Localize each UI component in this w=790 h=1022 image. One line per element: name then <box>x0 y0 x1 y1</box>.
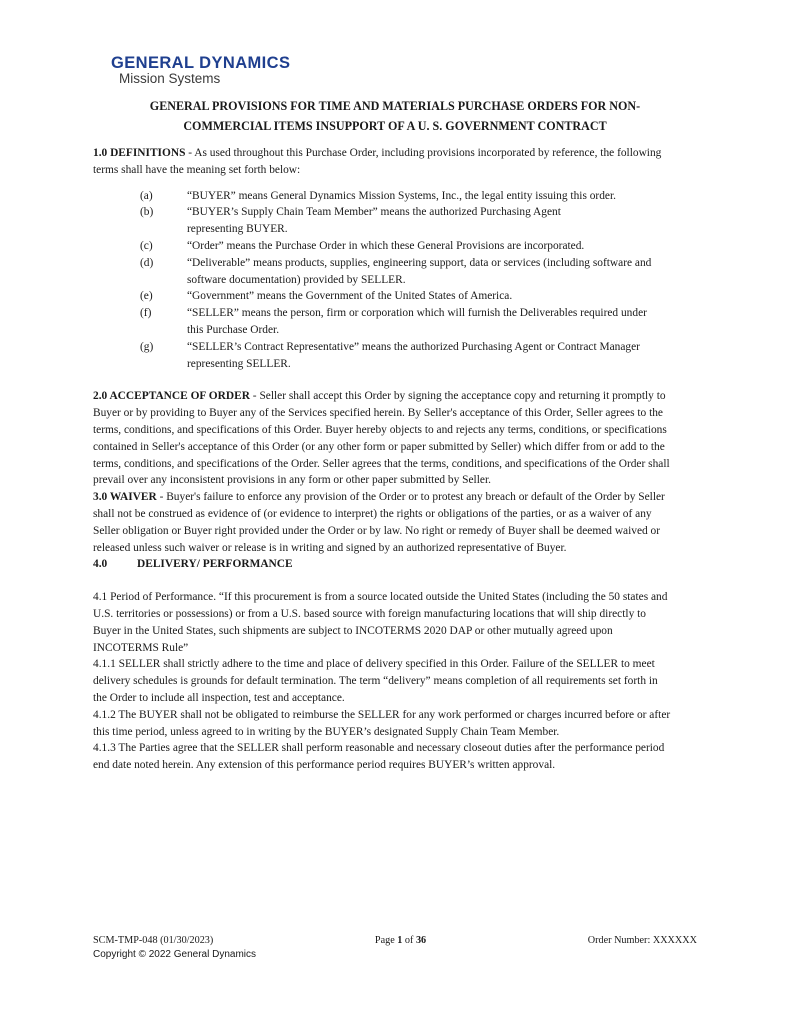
definition-text: “SELLER” means the person, firm or corporation which will furnish the Deliverables required under this Purchase Order. <box>187 307 647 336</box>
title-line-1: GENERAL PROVISIONS FOR TIME AND MATERIALS PURCHASE ORDERS FOR NON- <box>149 99 641 113</box>
footer-page-number <box>375 934 426 948</box>
definition-text: “BUYER” means General Dynamics Mission Systems, Inc., the legal entity issuing this order. <box>187 189 616 202</box>
paragraph-4-1: 4.1 Period of Performance. “If this procurement is from a source located outside the United States (including the 50 states and U.S. territories or possessions) or from a U.S. based source with foreign manufacturing locations that will ship directly to Buyer in the United States, such shipments are subject to INCOTERMS 2020 DAP or other mutually agreed upon INCOTERMS Rule” <box>93 591 668 654</box>
definition-letter: (a) <box>140 189 153 202</box>
copyright-notice: Copyright © 2022 General Dynamics <box>93 949 256 960</box>
footer-order-number <box>588 934 697 948</box>
definitions-section <box>93 145 673 179</box>
page-of: of <box>402 935 416 946</box>
definition-item <box>93 288 673 305</box>
footer-row <box>93 934 697 948</box>
document-body <box>93 145 673 774</box>
footer-doc-id: SCM-TMP-048 (01/30/2023) <box>93 935 214 946</box>
definitions-heading: 1.0 DEFINITIONS <box>93 147 186 159</box>
definitions-intro: - As used throughout this Purchase Order, including provisions incorporated by reference, the following terms shall have the meaning set forth below: <box>93 147 662 176</box>
page-footer <box>93 934 697 962</box>
page-total: 36 <box>415 935 427 946</box>
definition-text: “BUYER’s Supply Chain Team Member” means the authorized Purchasing Agent representing BUYER. <box>187 206 561 236</box>
company-logo <box>111 55 290 86</box>
logo-division: Mission Systems <box>119 71 221 86</box>
definition-text: “SELLER’s Contract Representative” means the authorized Purchasing Agent or Contract Manager representing SELLER. <box>187 340 640 370</box>
paragraph-4-1-3: 4.1.3 The Parties agree that the SELLER shall perform reasonable and necessary closeout duties after the performance period end date noted herein. Any extension of this performance period requires BUYER’s written approval. <box>93 742 665 772</box>
definition-letter: (g) <box>140 340 154 353</box>
logo-name: GENERAL DYNAMICS <box>111 54 291 72</box>
definition-item <box>93 255 673 289</box>
definition-letter: (c) <box>140 239 153 252</box>
title-line-2: COMMERCIAL ITEMS INSUPPORT OF A U. S. GOVERNMENT CONTRACT <box>183 119 607 133</box>
delivery-section-number: 4.0 <box>93 558 108 571</box>
definition-letter: (b) <box>140 206 154 219</box>
definition-text: “Deliverable” means products, supplies, engineering support, data or services (including software and software documentation) provided by SELLER. <box>187 256 652 286</box>
definition-item <box>93 305 673 339</box>
page-prefix: Page <box>374 935 398 946</box>
definition-letter: (d) <box>140 256 154 269</box>
document-title <box>93 96 697 136</box>
paragraph-4-1-2: 4.1.2 The BUYER shall not be obligated to reimburse the SELLER for any work performed or charges incurred before or after this time period, unless agreed to in writing by the BUYER’s designated Supply Chain Team Member. <box>93 708 671 738</box>
acceptance-heading: 2.0 ACCEPTANCE OF ORDER <box>93 390 250 403</box>
definition-text: “Order” means the Purchase Order in which these General Provisions are incorporated. <box>187 239 585 252</box>
definition-item <box>93 204 673 238</box>
definition-item <box>93 188 673 205</box>
order-number-label: Order Number: <box>587 935 653 946</box>
acceptance-section <box>93 388 673 489</box>
paragraph-4-1-1: 4.1.1 SELLER shall strictly adhere to the time and place of delivery specified in this Order. Failure of the SELLER to meet delivery schedules is grounds for default termination. The term “delivery” means completion of all requirements set forth in the Order to include all inspection, test and acceptance. <box>93 658 658 704</box>
waiver-text: - Buyer's failure to enforce any provision of the Order or to protest any breach or default of the Order by Seller shall not be construed as evidence of (or evidence to interpret) the rights or obligations of the parties, or as a waiver of any Seller obligation or Buyer right provided under the Order or by law. No right or remedy of Buyer shall be deemed waived or released unless such waiver or release is in writing and signed by an authorized representative of Buyer. <box>93 491 665 554</box>
page-current: 1 <box>397 935 403 946</box>
delivery-section-title: DELIVERY/ PERFORMANCE <box>137 558 293 571</box>
delivery-heading <box>93 556 673 573</box>
definition-letter: (f) <box>140 307 152 320</box>
definition-item <box>93 238 673 255</box>
order-number-value: XXXXXX <box>652 935 697 946</box>
definitions-list <box>93 188 673 373</box>
waiver-section <box>93 489 673 556</box>
definition-text: “Government” means the Government of the United States of America. <box>187 290 513 303</box>
acceptance-text: - Seller shall accept this Order by signing the acceptance copy and returning it promptly to Buyer or by providing to Buyer any of the Services specified herein. By Seller's acceptance of this Order, Seller agrees to the terms, conditions, and specifications of this Order. Buyer hereby objects to and rejects any terms, conditions, or specifications contained in Seller's acceptance of this Order (or any other form or paper submitted by Seller) which differ from or add to the terms, conditions, and specifications of the Order. Seller agrees that the terms, conditions, and specifications of the Order shall prevail over any inconsistent provisions in any form or other paper submitted by Seller. <box>93 390 670 487</box>
definition-item <box>93 339 673 373</box>
waiver-heading: 3.0 WAIVER <box>93 491 157 504</box>
definition-letter: (e) <box>140 290 153 303</box>
